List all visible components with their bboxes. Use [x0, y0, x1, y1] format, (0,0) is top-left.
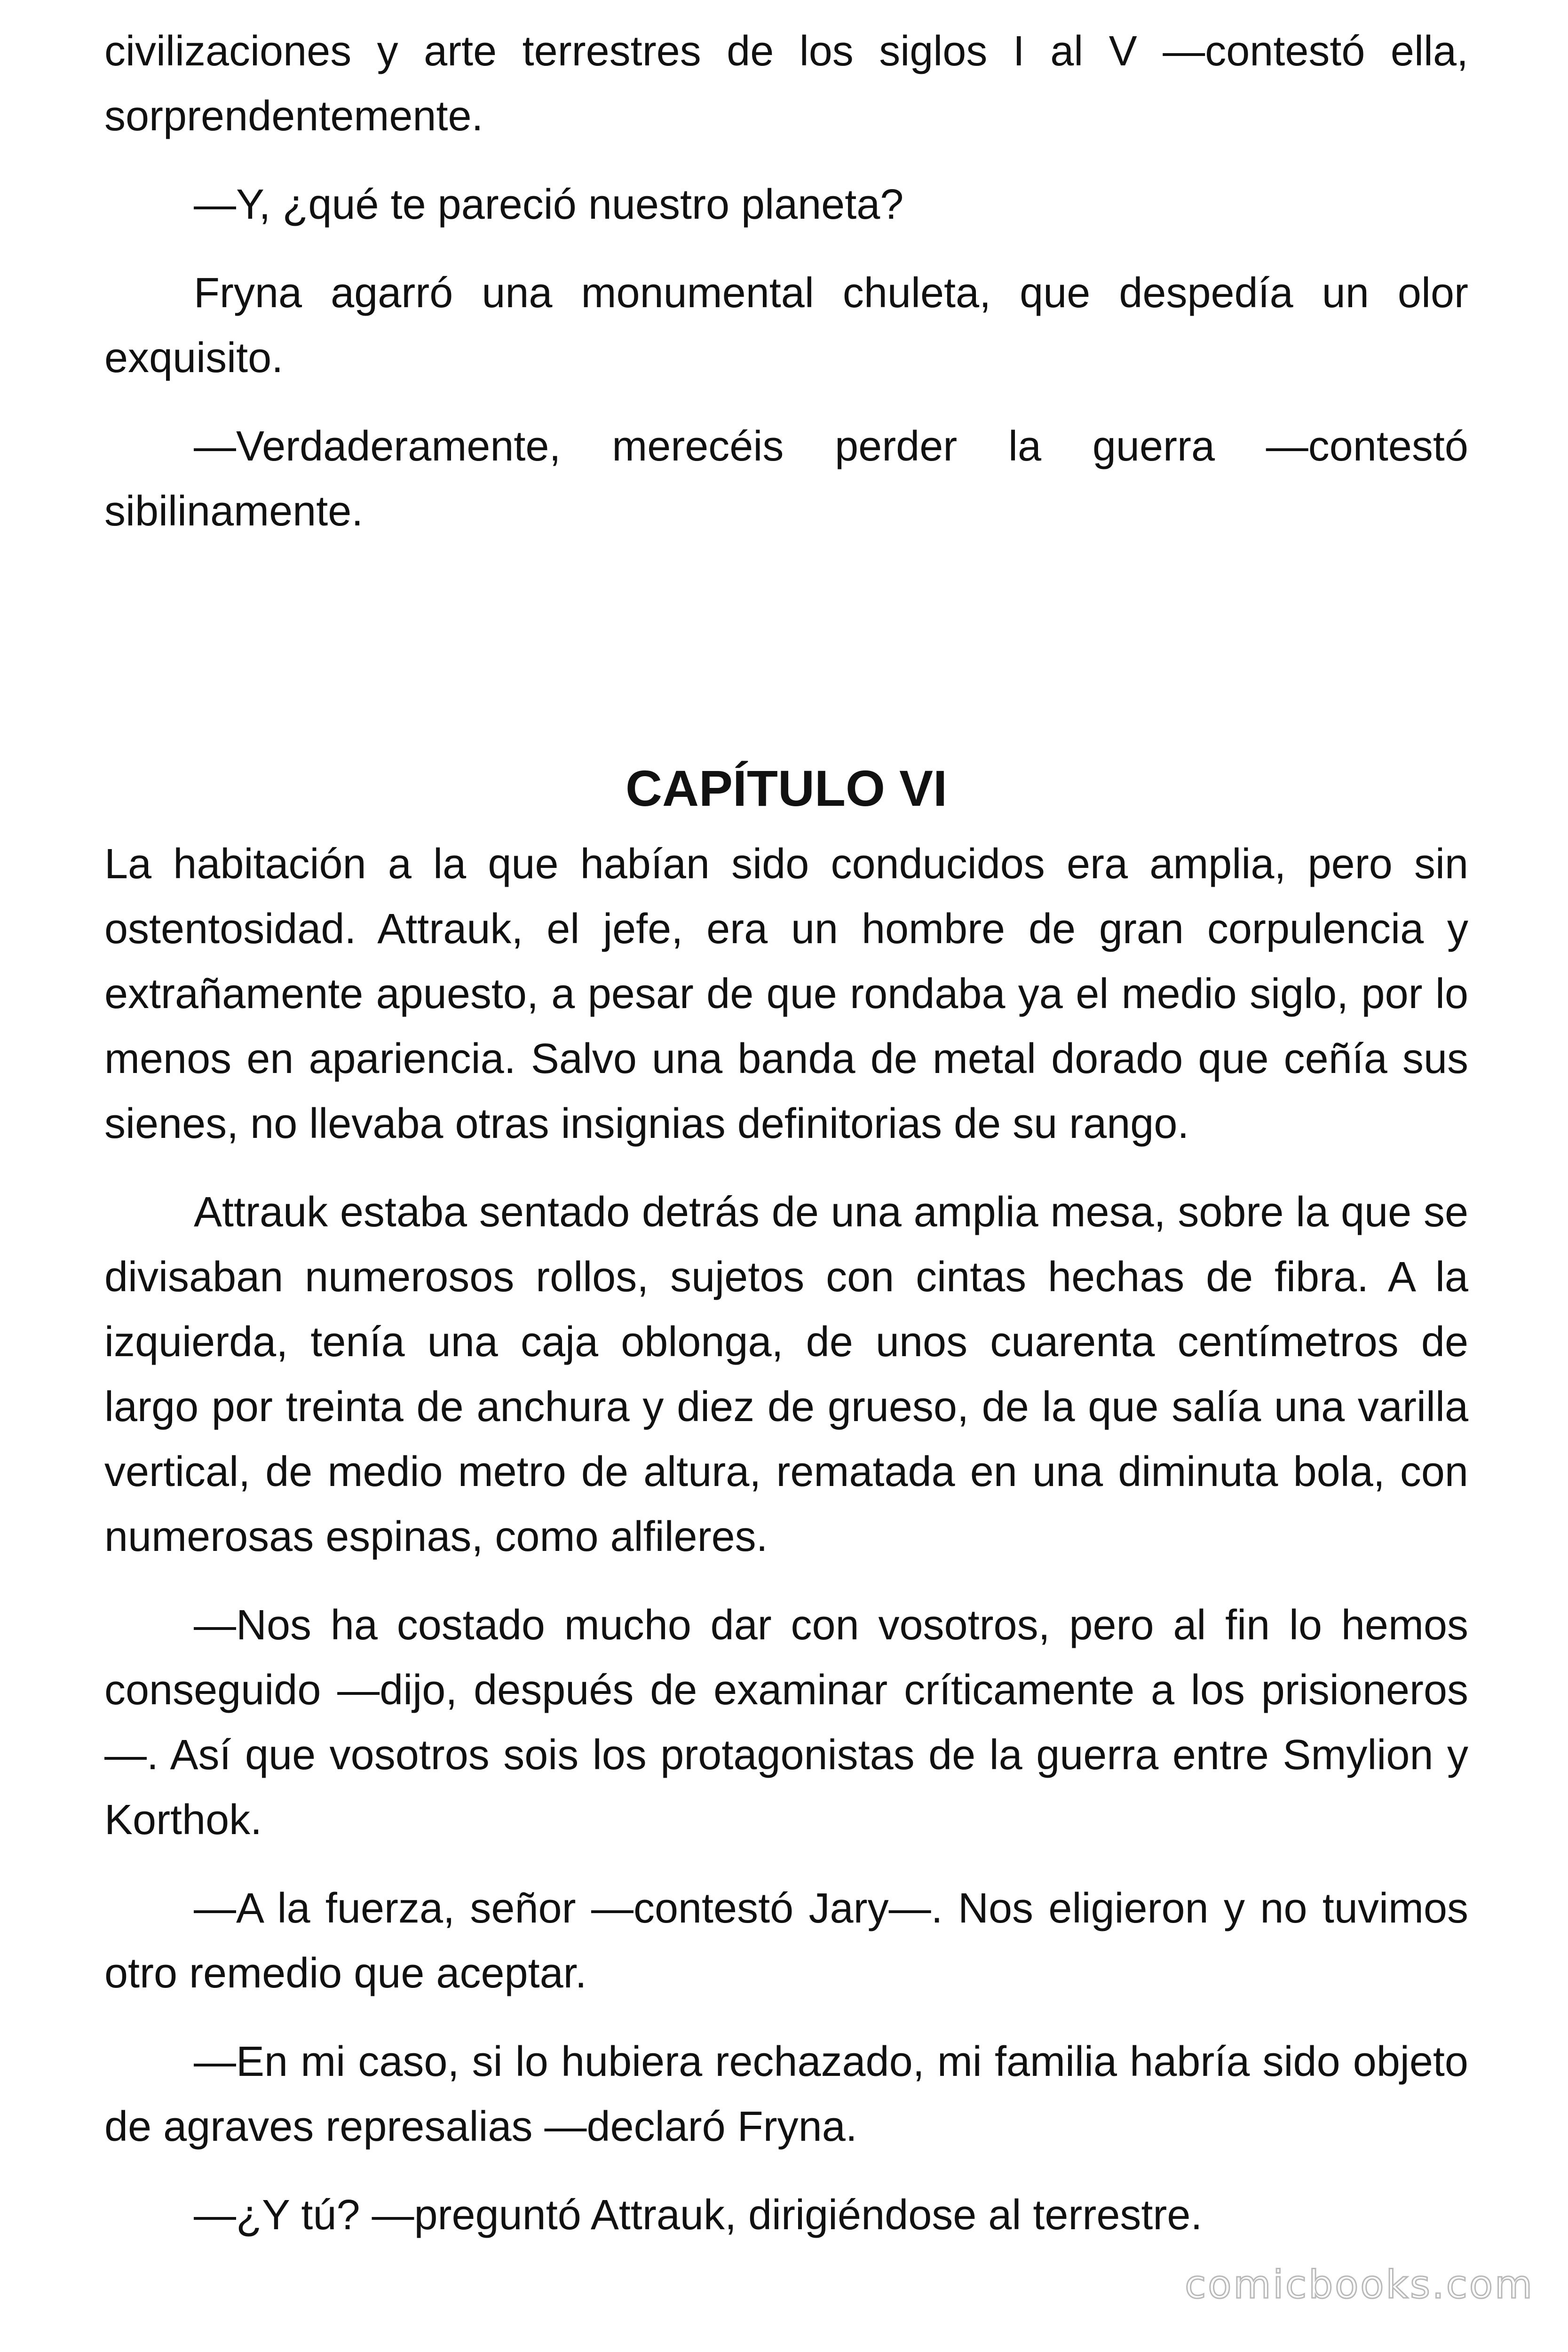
- paragraph: civilizaciones y arte terrestres de los siglos I al V —contestó ella, sorprendentemente.: [104, 28, 1468, 140]
- paragraph: Fryna agarró una monumental chuleta, que despedía un olor exquisito.: [104, 270, 1468, 381]
- paragraph: —Nos ha costado mucho dar con vosotros, pero al fin lo hemos conseguido —dijo, después de examinar críticamente a los prisioneros —. Así que vosotros sois los protagonistas de la guerra entre Smylion y Korthok.: [104, 1602, 1468, 1843]
- chapter-break-space: [104, 567, 1468, 755]
- paragraphs-before-chapter: [104, 19, 1468, 544]
- paragraph: —En mi caso, si lo hubiera rechazado, mi familia habría sido objeto de agraves represalias —declaró Fryna.: [104, 2038, 1468, 2150]
- paragraph: La habitación a la que habían sido conducidos era amplia, pero sin ostentosidad. Attrauk, el jefe, era un hombre de gran corpulencia y extrañamente apuesto, a pesar de que rondaba ya el medio siglo, por lo menos en apariencia. Salvo una banda de metal dorado que ceñía sus sienes, no llevaba otras insignias definitorias de su rango.: [104, 841, 1468, 1147]
- paragraph: —¿Y tú? —preguntó Attrauk, dirigiéndose al terrestre.: [194, 2192, 1203, 2239]
- chapter-body: [104, 832, 1468, 2248]
- paragraph: —A la fuerza, señor —contestó Jary—. Nos eligieron y no tuvimos otro remedio que aceptar.: [104, 1885, 1468, 1997]
- paragraph: —Verdaderamente, merecéis perder la guerra —contestó sibilinamente.: [104, 423, 1468, 535]
- book-page: [104, 19, 1468, 2271]
- watermark: comicbooks.com: [1185, 2263, 1534, 2307]
- paragraph: Attrauk estaba sentado detrás de una amplia mesa, sobre la que se divisaban numerosos rollos, sujetos con cintas hechas de fibra. A la izquierda, tenía una caja oblonga, de unos cuarenta centímetros de largo por treinta de anchura y diez de grueso, de la que salía una varilla vertical, de medio metro de altura, rematada en una diminuta bola, con numerosas espinas, como alfileres.: [104, 1189, 1468, 1560]
- paragraph: —Y, ¿qué te pareció nuestro planeta?: [194, 181, 904, 228]
- chapter-title: CAPÍTULO VI: [625, 760, 948, 817]
